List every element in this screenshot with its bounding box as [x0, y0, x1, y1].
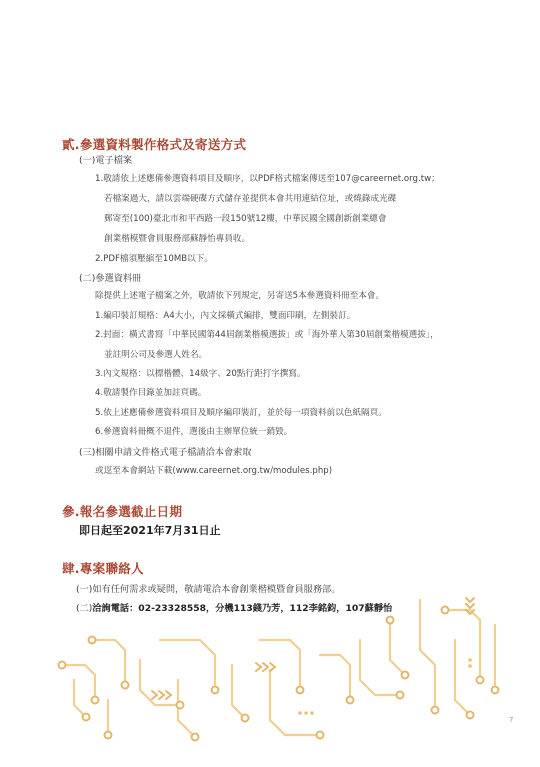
section2-list2-item3: 3.內文規格：以標楷體、14級字、20點行距打字撰寫。	[95, 369, 306, 379]
section2-list2-item1: 1.編印裝訂規格：A4大小，內文採橫式編排，雙面印刷，左側裝訂。	[95, 311, 356, 321]
contact-line2	[76, 600, 392, 614]
section2-sub3: (三)相關申請文件格式電子檔請洽本會索取	[79, 447, 252, 458]
page-number: 7	[509, 716, 514, 724]
section2-item2: 2.PDF檔須壓縮至10MB以下。	[95, 254, 213, 264]
section2-title: 貳.參選資料製作格式及寄送方式	[62, 137, 247, 152]
section2-website-line: 或逕至本會網站下載(www.careernet.org.tw/modules.php)	[95, 466, 333, 476]
section2-intro2: 除提供上述電子檔案之外，敬請依下列規定，另寄送5本參選資料冊至本會。	[95, 291, 385, 301]
section2-item1-line2: 若檔案過大，請以雲端硬碟方式儲存並提供本會共用連結位址，或燒錄成光碟	[104, 194, 397, 204]
section2-item1-line1: 1.敬請依上述應備參選資料項目及順序，以PDF格式檔案傳送至107@careernet.org.tw；	[95, 174, 440, 184]
section2-sub2: (二)參選資料冊	[79, 273, 142, 284]
contact-phone: 洽詢電話：02-23328558，分機113錢乃芳，112李銘鈞，107蘇靜怡	[92, 603, 393, 614]
section2-list2-item5: 5.依上述應備參選資料項目及順序編印裝訂，並於每一項資料前以色紙隔頁。	[95, 408, 387, 418]
section3-title: 參.報名參選截止日期	[62, 504, 183, 519]
section2-list2-item4: 4.敬請製作目錄並加註頁碼。	[95, 388, 207, 398]
section2-list2-item2-cont: 並註明公司及參選人姓名。	[104, 350, 208, 360]
section2-list2-item6: 6.參選資料冊概不退件，選後由主辦單位統一銷毀。	[95, 427, 293, 437]
section2-item1-line4: 創業楷模暨會員服務部蘇靜怡專員收。	[104, 234, 251, 244]
contact-line1: (一)如有任何需求或疑問，敬請電洽本會創業楷模暨會員服務部。	[76, 584, 341, 595]
contact-line2-prefix: (二)	[76, 603, 93, 614]
section2-list2-item2: 2.封面：橫式書寫「中華民國第44屆創業楷模選拔」或「海外華人第30屆創業楷模選拔」，	[95, 330, 439, 340]
section4-title: 肆.專案聯絡人	[62, 561, 144, 576]
section2-item1-line3: 郵寄至(100)臺北市和平西路一段150號12樓，中華民國全國創新創業總會	[104, 214, 387, 224]
section2-sub1: (一)電子檔案	[79, 155, 133, 166]
deadline-text: 即日起至2021年7月31日止	[79, 524, 221, 537]
